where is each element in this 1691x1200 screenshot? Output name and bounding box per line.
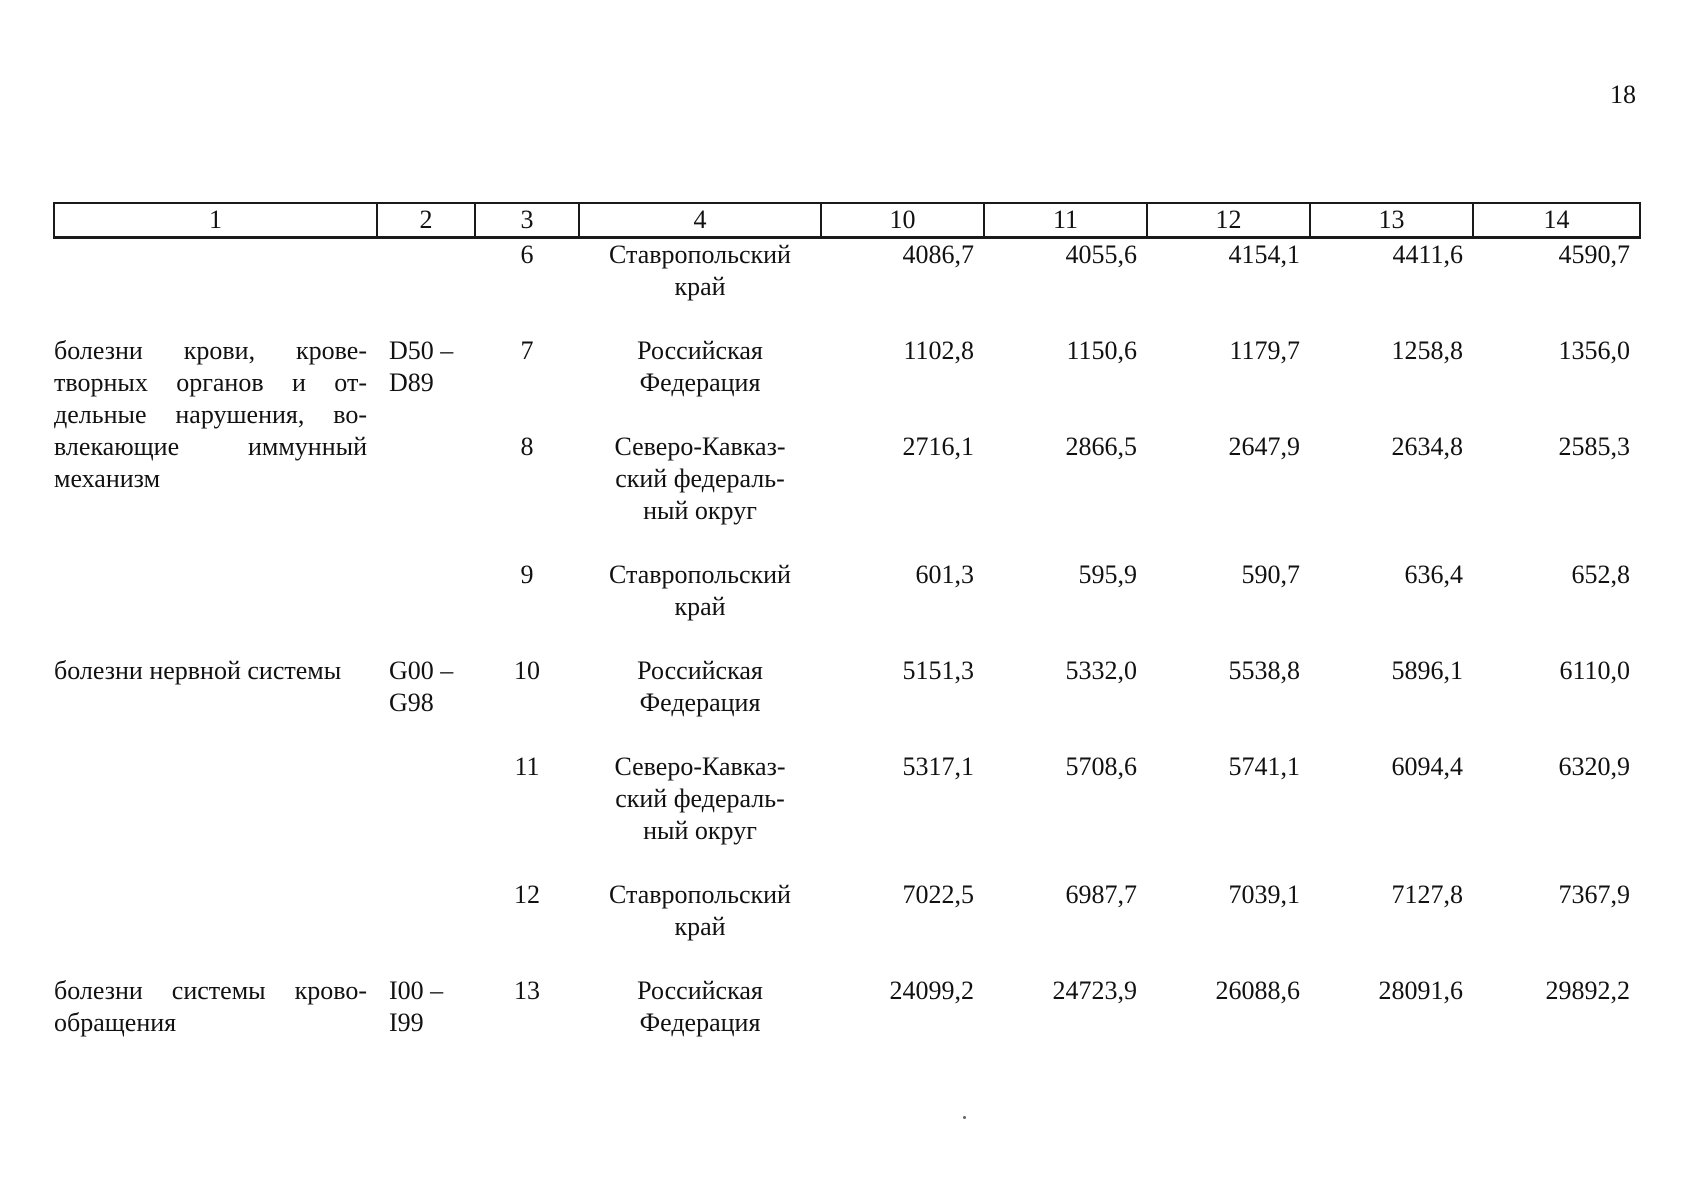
value-col-13: 7127,8 xyxy=(1391,880,1463,909)
value-col-14: 7367,9 xyxy=(1558,880,1630,909)
table-body xyxy=(54,238,1640,1056)
value-col-11: 24723,9 xyxy=(1052,976,1137,1005)
row-number-cell: 13 xyxy=(514,976,540,1005)
region-cell xyxy=(579,655,821,751)
value-col-11: 4055,6 xyxy=(1065,240,1137,269)
value-col-14: 4590,7 xyxy=(1558,240,1630,269)
region-line-1: Российская xyxy=(637,976,763,1005)
icd-code-cell xyxy=(377,975,475,1055)
icd-code-start: I00 – xyxy=(389,976,444,1005)
header-col-11: 11 xyxy=(984,203,1147,238)
disease-name-cell: болезни нервной системы xyxy=(54,656,342,685)
value-col-14: 1356,0 xyxy=(1558,336,1630,365)
region-line-2: край xyxy=(674,592,726,621)
region-line-1: Российская xyxy=(637,656,763,685)
value-col-10: 7022,5 xyxy=(902,880,974,909)
page-number: 18 xyxy=(1610,80,1636,109)
value-col-11: 595,9 xyxy=(1078,560,1137,589)
value-col-13: 2634,8 xyxy=(1391,432,1463,461)
value-col-13: 6094,4 xyxy=(1391,752,1463,781)
value-col-11: 5332,0 xyxy=(1065,656,1137,685)
region-line-3: ный округ xyxy=(643,816,757,845)
header-col-4: 4 xyxy=(579,203,821,238)
region-line-1: Северо-Кавказ- xyxy=(614,752,786,781)
icd-code-end: I99 xyxy=(389,1008,424,1037)
table-row xyxy=(54,655,1640,751)
disease-name-cell: болезни системы кровообращения xyxy=(54,976,367,1037)
header-col-1: 1 xyxy=(54,203,377,238)
row-number-cell: 9 xyxy=(520,560,534,589)
region-line-2: ский федераль- xyxy=(615,464,785,493)
value-col-14: 2585,3 xyxy=(1558,432,1630,461)
row-number-cell: 12 xyxy=(514,880,540,909)
region-line-2: край xyxy=(674,272,726,301)
header-col-2: 2 xyxy=(377,203,475,238)
header-col-12: 12 xyxy=(1147,203,1310,238)
icd-code-start: D50 – xyxy=(389,336,454,365)
value-col-10: 5317,1 xyxy=(902,752,974,781)
header-col-14: 14 xyxy=(1473,203,1640,238)
value-col-14: 29892,2 xyxy=(1545,976,1630,1005)
region-line-2: край xyxy=(674,912,726,941)
scan-speck xyxy=(963,1116,966,1119)
value-col-14: 652,8 xyxy=(1571,560,1630,589)
value-col-13: 1258,8 xyxy=(1391,336,1463,365)
value-col-10: 4086,7 xyxy=(902,240,974,269)
region-line-1: Северо-Кавказ- xyxy=(614,432,786,461)
value-col-13: 4411,6 xyxy=(1392,240,1463,269)
value-col-12: 1179,7 xyxy=(1229,336,1300,365)
value-col-12: 5741,1 xyxy=(1228,752,1300,781)
header-col-10: 10 xyxy=(821,203,984,238)
region-line-1: Ставропольский xyxy=(609,880,791,909)
row-number-cell: 7 xyxy=(520,336,534,365)
value-col-12: 5538,8 xyxy=(1228,656,1300,685)
value-col-12: 7039,1 xyxy=(1228,880,1300,909)
statistics-table-container xyxy=(53,202,1639,1055)
region-cell xyxy=(579,975,821,1055)
header-col-13: 13 xyxy=(1310,203,1473,238)
table-row xyxy=(54,335,1640,431)
value-col-13: 5896,1 xyxy=(1391,656,1463,685)
disease-name-cell xyxy=(54,238,377,336)
region-line-1: Ставропольский xyxy=(609,560,791,589)
region-line-1: Ставропольский xyxy=(609,240,791,269)
region-cell xyxy=(579,879,821,975)
value-col-10: 1102,8 xyxy=(903,336,974,365)
table-row xyxy=(54,975,1640,1055)
value-col-12: 590,7 xyxy=(1241,560,1300,589)
region-line-2: ский федераль- xyxy=(615,784,785,813)
icd-code-end: G98 xyxy=(389,688,434,717)
region-cell xyxy=(579,431,821,559)
value-col-10: 601,3 xyxy=(915,560,974,589)
value-col-14: 6110,0 xyxy=(1559,656,1630,685)
row-number-cell: 11 xyxy=(514,752,540,781)
region-cell xyxy=(579,751,821,879)
header-col-3: 3 xyxy=(475,203,579,238)
statistics-table xyxy=(53,202,1641,1055)
icd-code-cell xyxy=(377,335,475,655)
region-line-2: Федерация xyxy=(639,368,761,397)
disease-name-cell: болезни крови, кроветворных органов и отдельные нарушения, вовлекающие иммунный механизм xyxy=(54,336,367,493)
icd-code-cell xyxy=(377,238,475,336)
table-row xyxy=(54,238,1640,336)
table-header xyxy=(54,203,1640,238)
row-number-cell: 10 xyxy=(514,656,540,685)
row-number-cell: 6 xyxy=(520,240,534,269)
header-row xyxy=(54,203,1640,238)
region-line-2: Федерация xyxy=(639,1008,761,1037)
value-col-13: 28091,6 xyxy=(1378,976,1463,1005)
region-cell xyxy=(579,559,821,655)
icd-code-cell xyxy=(377,655,475,975)
value-col-10: 2716,1 xyxy=(902,432,974,461)
value-col-10: 24099,2 xyxy=(889,976,974,1005)
region-cell xyxy=(579,238,821,336)
value-col-12: 4154,1 xyxy=(1228,240,1300,269)
value-col-12: 2647,9 xyxy=(1228,432,1300,461)
value-col-11: 6987,7 xyxy=(1065,880,1137,909)
region-line-2: Федерация xyxy=(639,688,761,717)
region-cell xyxy=(579,335,821,431)
value-col-10: 5151,3 xyxy=(902,656,974,685)
value-col-13: 636,4 xyxy=(1404,560,1463,589)
value-col-11: 1150,6 xyxy=(1066,336,1137,365)
icd-code-end: D89 xyxy=(389,368,434,397)
value-col-12: 26088,6 xyxy=(1215,976,1300,1005)
value-col-11: 2866,5 xyxy=(1065,432,1137,461)
value-col-11: 5708,6 xyxy=(1065,752,1137,781)
value-col-14: 6320,9 xyxy=(1558,752,1630,781)
region-line-1: Российская xyxy=(637,336,763,365)
region-line-3: ный округ xyxy=(643,496,757,525)
icd-code-start: G00 – xyxy=(389,656,454,685)
row-number-cell: 8 xyxy=(520,432,534,461)
